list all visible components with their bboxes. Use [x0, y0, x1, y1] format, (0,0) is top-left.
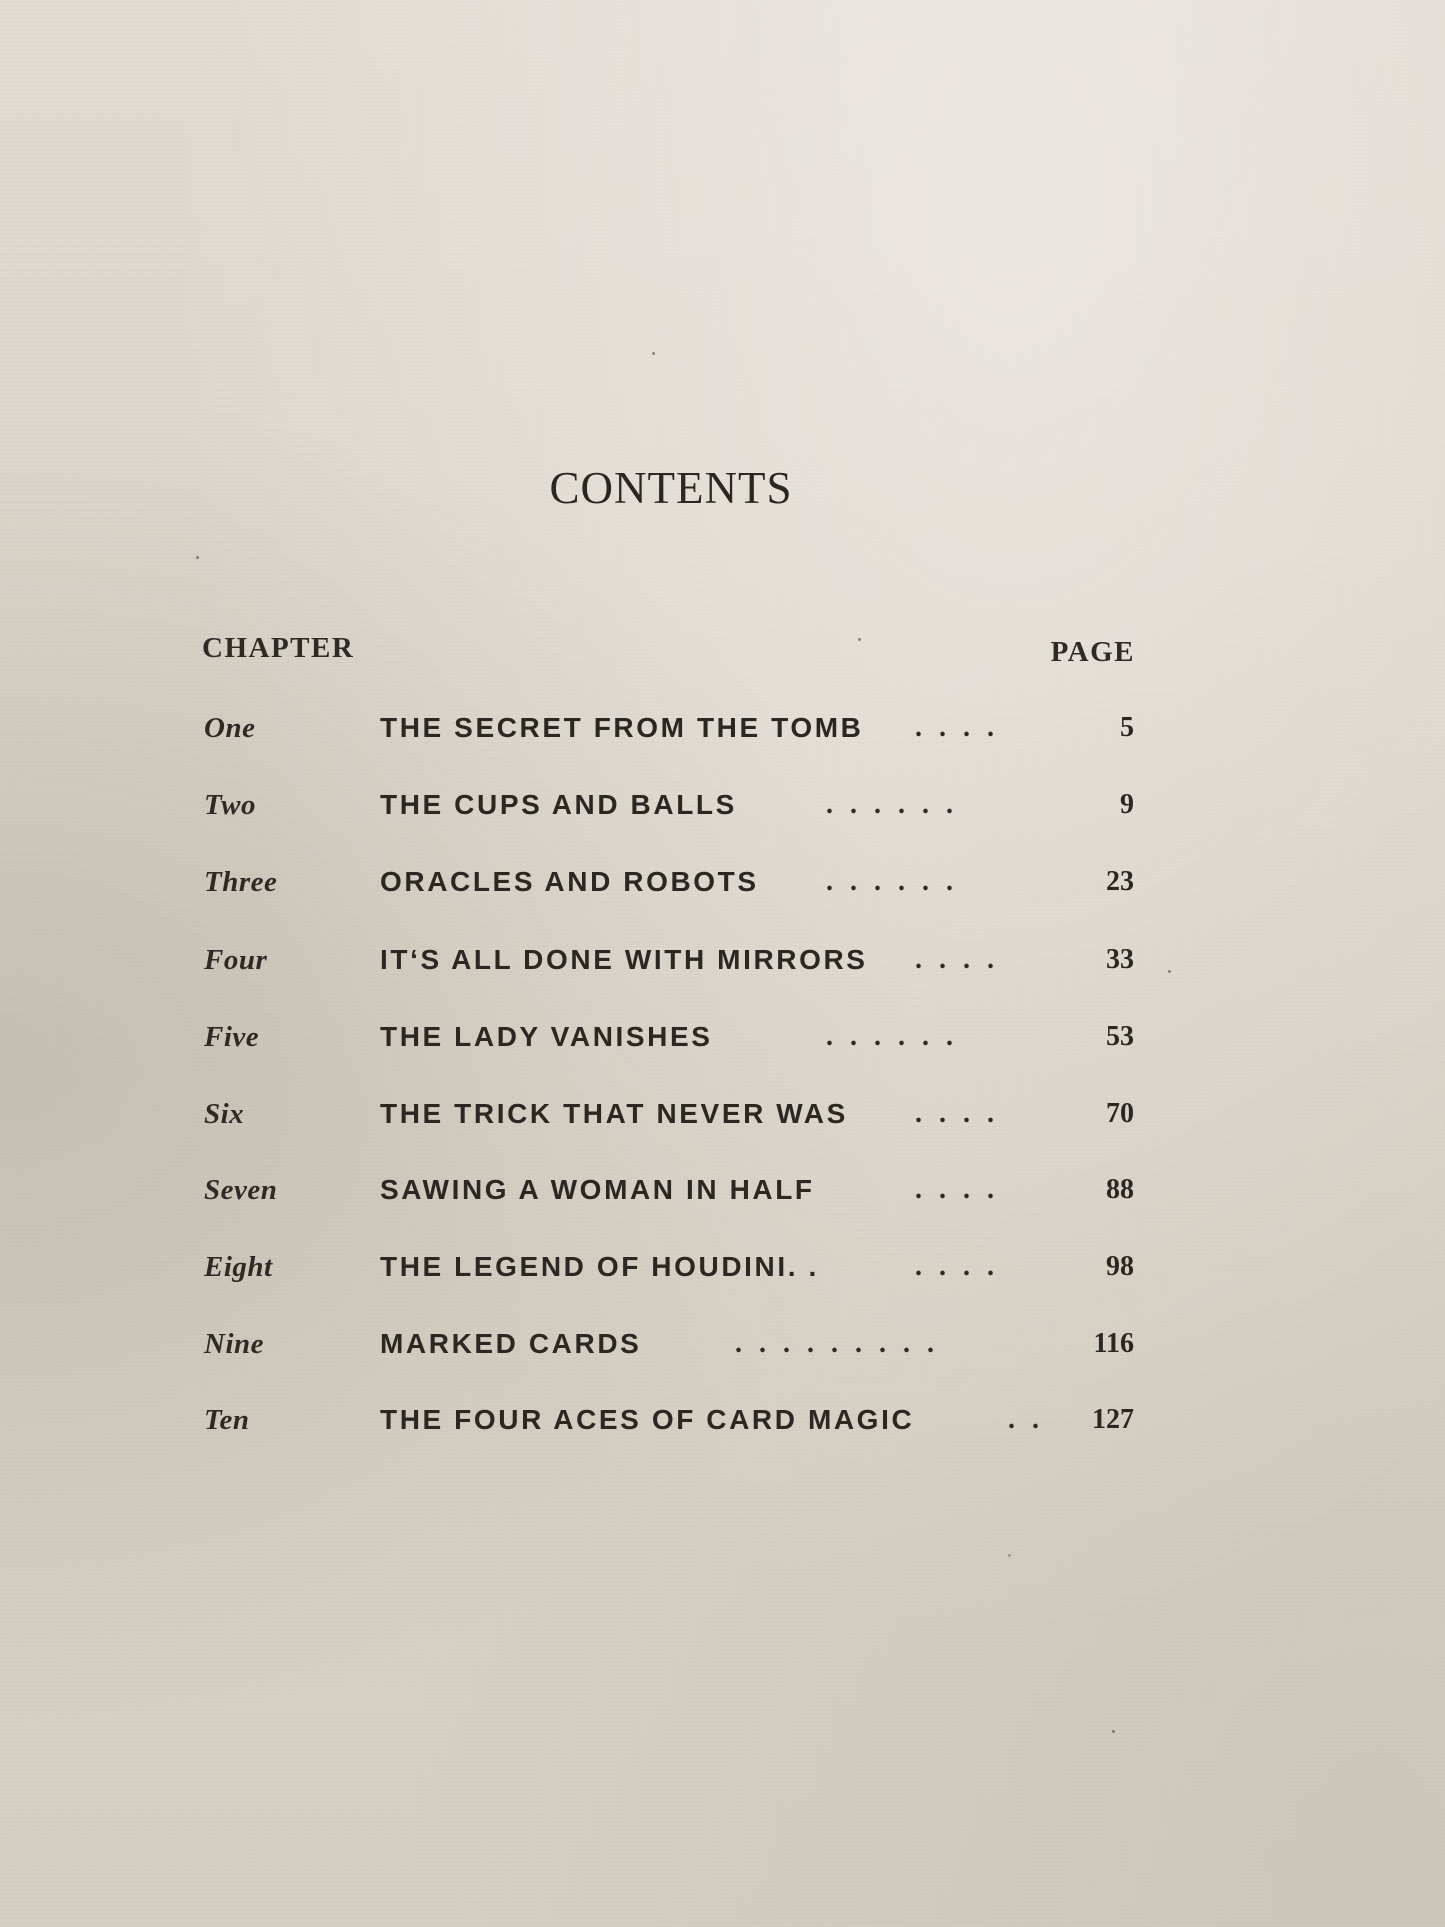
chapter-title: ORACLES AND ROBOTS: [380, 866, 759, 897]
toc-entry: [0, 712, 1445, 772]
chapter-title: THE FOUR ACES OF CARD MAGIC: [380, 1404, 915, 1435]
paper-speck: [1112, 1730, 1115, 1733]
page-number: 70: [1106, 1098, 1134, 1129]
paper-speck: [1168, 970, 1171, 973]
contents-title: CONTENTS: [549, 463, 793, 513]
toc-entry: [0, 1251, 1445, 1311]
chapter-title: MARKED CARDS: [380, 1328, 642, 1359]
chapter-number: Nine: [204, 1328, 264, 1360]
chapter-title: SAWING A WOMAN IN HALF: [380, 1174, 815, 1205]
dot-leader: . . . . . .: [826, 1021, 958, 1052]
dot-leader: . . . . . .: [826, 789, 958, 820]
dot-leader: . . . .: [915, 944, 999, 975]
toc-entry: [0, 1098, 1445, 1158]
chapter-number: Eight: [204, 1251, 273, 1283]
page-number: 53: [1106, 1021, 1134, 1052]
toc-entry: [0, 1021, 1445, 1081]
page-number: 5: [1120, 712, 1134, 743]
dot-leader: . . . . . .: [826, 866, 958, 897]
toc-entry: [0, 944, 1445, 1004]
dot-leader: . . . .: [915, 1098, 999, 1129]
page-column-header: PAGE: [1050, 636, 1135, 668]
dot-leader: . . . . . . . . .: [735, 1328, 939, 1359]
dot-leader: . . . .: [915, 1174, 999, 1205]
toc-entry: [0, 1328, 1445, 1388]
chapter-title: IT‘S ALL DONE WITH MIRRORS: [380, 944, 868, 975]
page-number: 116: [1093, 1328, 1134, 1359]
paper-speck: [1008, 1554, 1011, 1557]
chapter-title: THE TRICK THAT NEVER WAS: [380, 1098, 848, 1129]
chapter-number: Three: [204, 866, 278, 898]
toc-entry: [0, 1174, 1445, 1234]
chapter-number: Four: [204, 944, 268, 976]
chapter-number: Five: [204, 1021, 260, 1053]
chapter-number: One: [204, 712, 256, 744]
chapter-number: Seven: [204, 1174, 278, 1206]
toc-entry: [0, 789, 1445, 849]
paper-speck: [652, 352, 655, 355]
toc-entry: [0, 1404, 1445, 1464]
chapter-title: THE LADY VANISHES: [380, 1021, 713, 1052]
toc-entry: [0, 866, 1445, 926]
chapter-number: Two: [204, 789, 256, 821]
page-number: 127: [1092, 1404, 1134, 1435]
paper-speck: [858, 638, 861, 641]
page-number: 9: [1120, 789, 1134, 820]
dot-leader: . .: [1008, 1404, 1044, 1435]
chapter-number: Six: [204, 1098, 245, 1130]
page-number: 98: [1106, 1251, 1134, 1282]
page-number: 88: [1106, 1174, 1134, 1205]
dot-leader: . . . .: [915, 712, 999, 743]
dot-leader: . . . .: [915, 1251, 999, 1282]
page-number: 23: [1106, 866, 1134, 897]
chapter-title: THE SECRET FROM THE TOMB: [380, 712, 864, 743]
chapter-title: THE LEGEND OF HOUDINI. .: [380, 1251, 819, 1282]
chapter-title: THE CUPS AND BALLS: [380, 789, 737, 820]
page-number: 33: [1106, 944, 1134, 975]
chapter-number: Ten: [204, 1404, 250, 1436]
chapter-column-header: CHAPTER: [202, 632, 355, 664]
paper-speck: [196, 556, 199, 559]
